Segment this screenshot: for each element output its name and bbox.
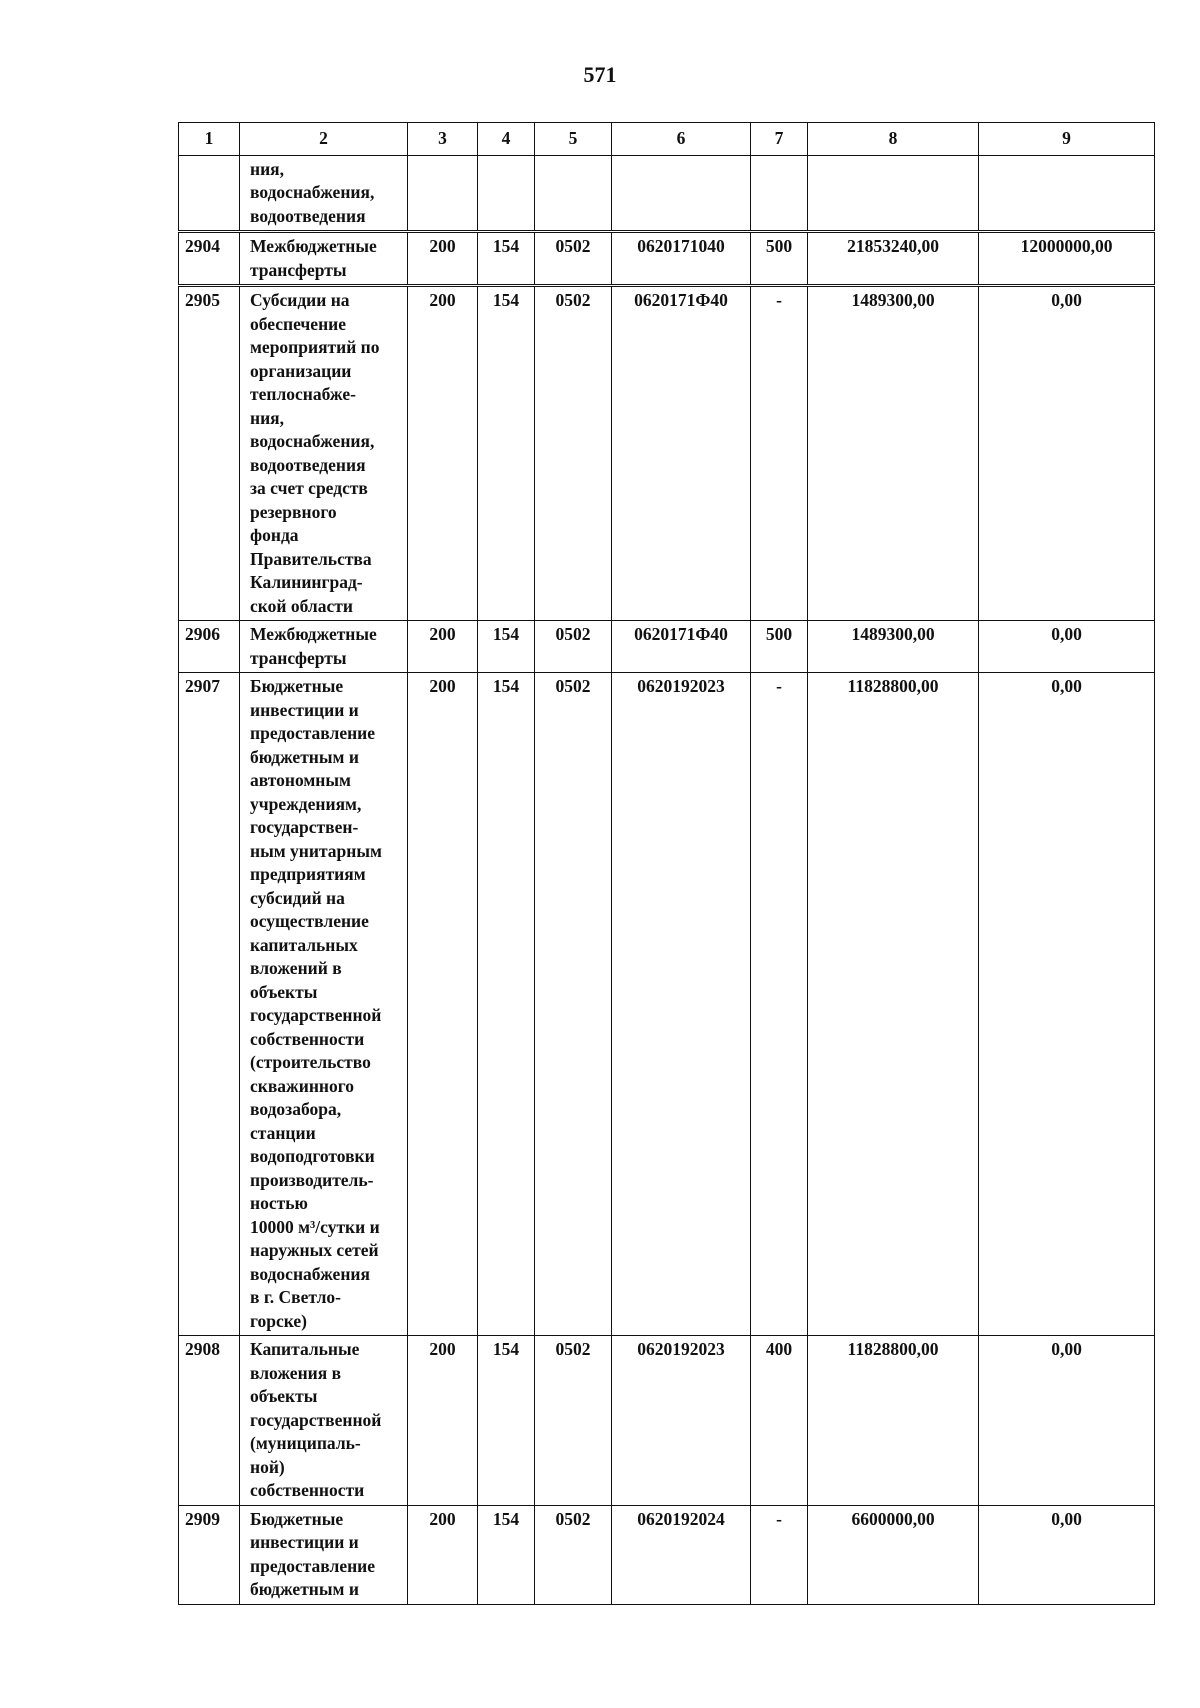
cell-col3: 200: [408, 1336, 478, 1506]
cell-col3: 200: [408, 621, 478, 673]
cell-col6: [612, 155, 751, 232]
cell-col6: 0620192023: [612, 1336, 751, 1506]
cell-col5: 0502: [535, 232, 612, 286]
cell-col3: 200: [408, 673, 478, 1336]
table-row: [179, 155, 1155, 232]
row-number: 2904: [179, 232, 240, 286]
column-header: 9: [979, 123, 1155, 156]
row-number: 2909: [179, 1505, 240, 1604]
cell-col3: 200: [408, 1505, 478, 1604]
table-row: [179, 286, 1155, 621]
cell-col8: 11828800,00: [808, 1336, 979, 1506]
cell-col8: 1489300,00: [808, 621, 979, 673]
cell-col4: 154: [478, 232, 535, 286]
column-header: 3: [408, 123, 478, 156]
cell-col3: [408, 155, 478, 232]
cell-col5: 0502: [535, 1336, 612, 1506]
cell-col4: 154: [478, 1505, 535, 1604]
cell-col6: 0620192024: [612, 1505, 751, 1604]
column-header: 5: [535, 123, 612, 156]
table-row: [179, 673, 1155, 1336]
row-name: Бюджетные инвестиции и предоставление бюджетным и: [240, 1505, 408, 1604]
cell-col4: [478, 155, 535, 232]
table-row: [179, 1336, 1155, 1506]
cell-col7: 500: [751, 232, 808, 286]
cell-col4: 154: [478, 286, 535, 621]
row-name: Межбюджетные трансферты: [240, 621, 408, 673]
column-header: 7: [751, 123, 808, 156]
cell-col9: 12000000,00: [979, 232, 1155, 286]
column-header: 8: [808, 123, 979, 156]
cell-col9: [979, 155, 1155, 232]
page-number: 571: [583, 62, 617, 87]
row-name: Капитальные вложения в объекты государственной (муниципаль- ной) собственности: [240, 1336, 408, 1506]
cell-col5: 0502: [535, 621, 612, 673]
column-header: 2: [240, 123, 408, 156]
table-row: [179, 621, 1155, 673]
cell-col6: 0620192023: [612, 673, 751, 1336]
cell-col7: [751, 155, 808, 232]
cell-col6: 0620171Ф40: [612, 621, 751, 673]
cell-col8: 21853240,00: [808, 232, 979, 286]
row-number: 2907: [179, 673, 240, 1336]
table-row: [179, 1505, 1155, 1604]
cell-col3: 200: [408, 286, 478, 621]
cell-col6: 0620171Ф40: [612, 286, 751, 621]
cell-col4: 154: [478, 1336, 535, 1506]
cell-col9: 0,00: [979, 673, 1155, 1336]
table-header-row: [179, 123, 1155, 156]
cell-col3: 200: [408, 232, 478, 286]
column-header: 6: [612, 123, 751, 156]
cell-col7: -: [751, 673, 808, 1336]
cell-col7: 500: [751, 621, 808, 673]
cell-col6: 0620171040: [612, 232, 751, 286]
column-header: 4: [478, 123, 535, 156]
cell-col9: 0,00: [979, 621, 1155, 673]
cell-col9: 0,00: [979, 1336, 1155, 1506]
row-number: 2906: [179, 621, 240, 673]
row-name: Бюджетные инвестиции и предоставление бюджетным и автономным учреждениям, государствен- ным унитарным предприятиям субсидий на осуществление капитальных вложений в объекты государственной собственности (строительство скважинного водозабора, станции водоподготовки производитель- ностью 10000 м³/сутки и наружных сетей водоснабжения в г. Светло- горске): [240, 673, 408, 1336]
cell-col4: 154: [478, 673, 535, 1336]
row-number: 2905: [179, 286, 240, 621]
row-name: Субсидии на обеспечение мероприятий по организации теплоснабже- ния, водоснабжения, водоотведения за счет средств резервного фонда Правительства Калининград- ской области: [240, 286, 408, 621]
cell-col5: [535, 155, 612, 232]
row-name: ния, водоснабжения, водоотведения: [240, 155, 408, 232]
row-number: 2908: [179, 1336, 240, 1506]
cell-col7: -: [751, 1505, 808, 1604]
table-row: [179, 232, 1155, 286]
row-name: Межбюджетные трансферты: [240, 232, 408, 286]
cell-col4: 154: [478, 621, 535, 673]
cell-col8: [808, 155, 979, 232]
budget-table: [178, 122, 1155, 1605]
cell-col7: 400: [751, 1336, 808, 1506]
column-header: 1: [179, 123, 240, 156]
cell-col5: 0502: [535, 286, 612, 621]
cell-col8: 6600000,00: [808, 1505, 979, 1604]
row-number: [179, 155, 240, 232]
cell-col8: 11828800,00: [808, 673, 979, 1336]
cell-col8: 1489300,00: [808, 286, 979, 621]
cell-col5: 0502: [535, 1505, 612, 1604]
cell-col9: 0,00: [979, 1505, 1155, 1604]
cell-col5: 0502: [535, 673, 612, 1336]
cell-col9: 0,00: [979, 286, 1155, 621]
cell-col7: -: [751, 286, 808, 621]
